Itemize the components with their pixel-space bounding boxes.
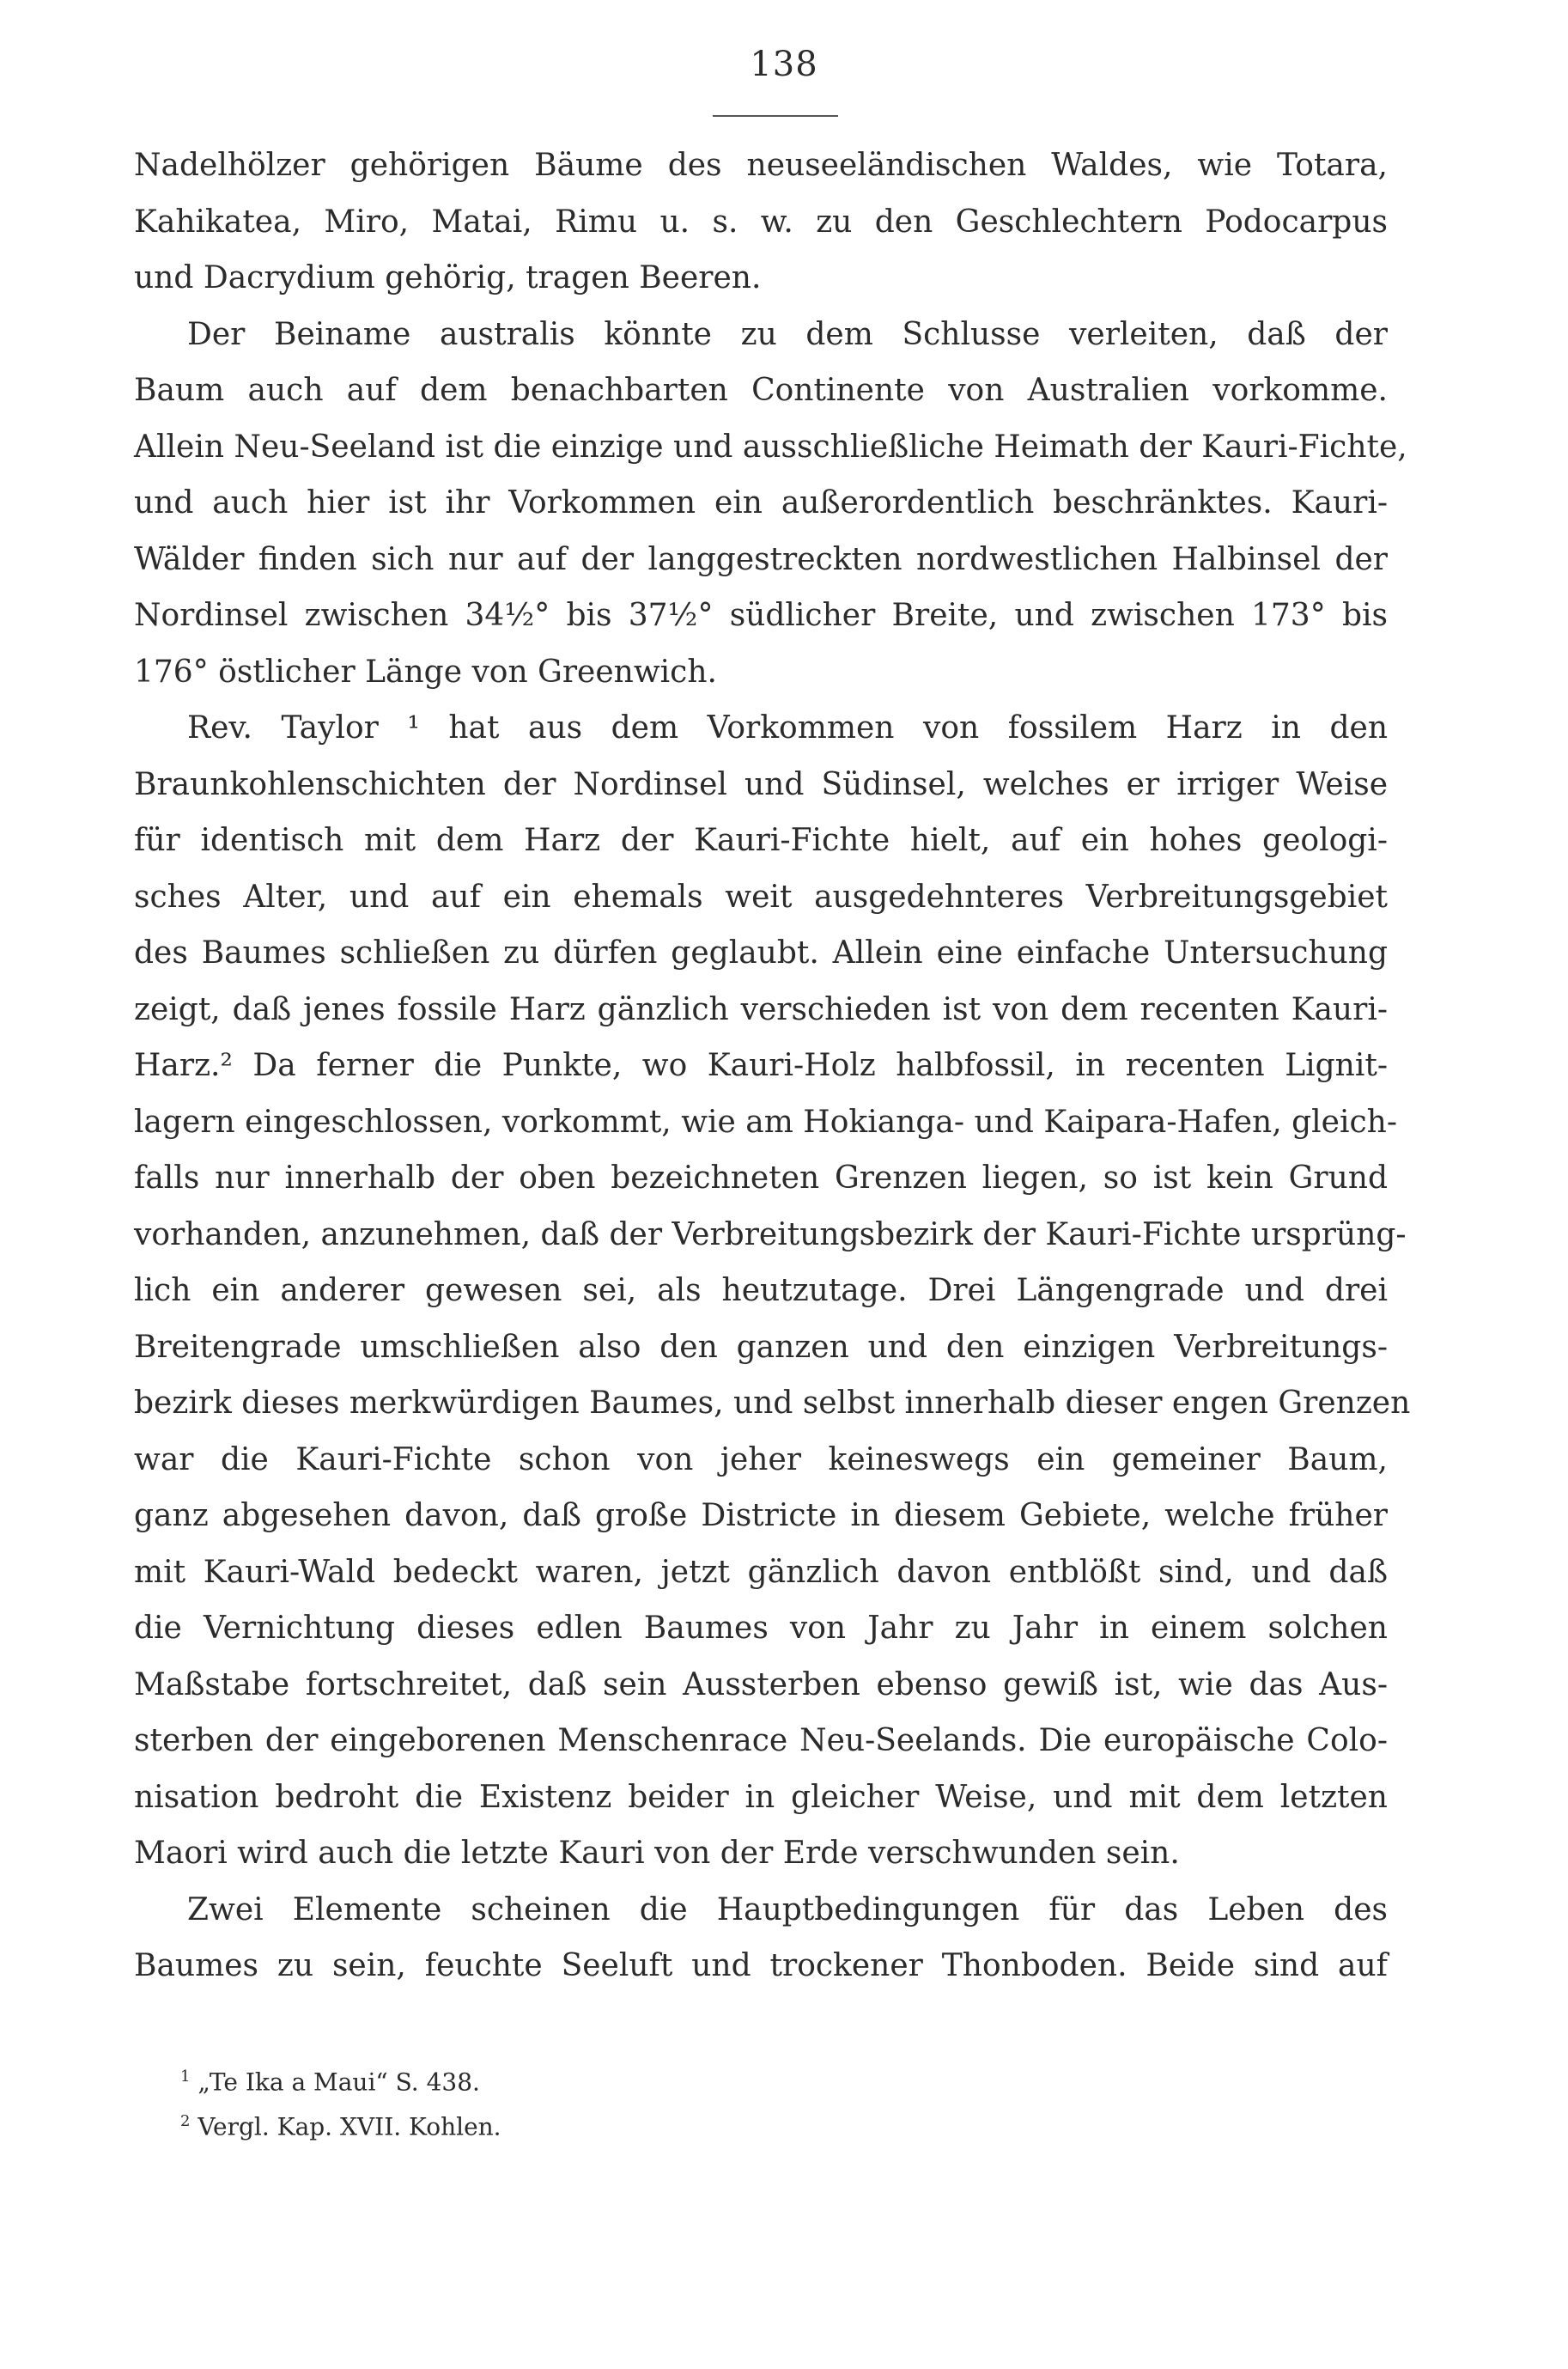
text-line: Der Beiname australis könnte zu dem Schlusse verleiten, daß der [187, 316, 1388, 352]
text-line: 176° östlicher Länge von Greenwich. [134, 654, 717, 690]
footnote-text: „Te Ika a Maui“ S. 438. [198, 2068, 480, 2097]
text-line: nisation bedroht die Existenz beider in gleicher Weise, und mit dem letzten [134, 1779, 1388, 1815]
text-line: ganz abgesehen davon, daß große Districte in diesem Gebiete, welche früher [134, 1498, 1388, 1533]
text-line: des Baumes schließen zu dürfen geglaubt. Allein eine einfache Untersuchung [134, 935, 1388, 971]
footnote-text: Vergl. Kap. XVII. Kohlen. [198, 2112, 501, 2141]
text-line: lich ein anderer gewesen sei, als heutzutage. Drei Längengrade und drei [134, 1273, 1388, 1308]
text-line: bezirk dieses merkwürdigen Baumes, und selbst innerhalb dieser engen Grenzen [134, 1385, 1411, 1421]
text-line: lagern eingeschlossen, vorkommt, wie am Hokianga- und Kaipara-Hafen, gleich- [134, 1104, 1397, 1140]
footnote-mark: 2 [180, 2112, 191, 2130]
text-line: Baum auch auf dem benachbarten Continente von Australien vorkomme. [134, 373, 1388, 408]
text-line: vorhanden, anzunehmen, daß der Verbreitungsbezirk der Kauri-Fichte ursprüng- [134, 1216, 1407, 1252]
footnote [180, 2099, 867, 2144]
text-line: Maßstabe fortschreitet, daß sein Aussterben ebenso gewiß ist, wie das Aus- [134, 1666, 1388, 1702]
text-line: Zwei Elemente scheinen die Hauptbedingungen für das Leben des [187, 1891, 1388, 1927]
text-line: Kahikatea, Miro, Matai, Rimu u. s. w. zu den Geschlechtern Podocarpus [134, 204, 1388, 240]
text-line: falls nur innerhalb der oben bezeichneten Grenzen liegen, so ist kein Grund [134, 1160, 1388, 1196]
footnote [180, 2055, 867, 2099]
text-line: Nordinsel zwischen 34½° bis 37½° südlicher Breite, und zwischen 173° bis [134, 598, 1388, 633]
text-line: Harz.² Da ferner die Punkte, wo Kauri-Holz halbfossil, in recenten Lignit- [134, 1048, 1388, 1083]
text-line: sterben der eingeborenen Menschenrace Neu-Seelands. Die europäische Colo- [134, 1723, 1388, 1758]
footnotes [180, 2055, 867, 2144]
text-line: Breitengrade umschließen also den ganzen und den einzigen Verbreitungs- [134, 1329, 1388, 1365]
text-line: und Dacrydium gehörig, tragen Beeren. [134, 260, 762, 295]
text-line: Nadelhölzer gehörigen Bäume des neuseeländischen Waldes, wie Totara, [134, 148, 1388, 183]
text-line: Baumes zu sein, feuchte Seeluft und trockener Thonboden. Beide sind auf [134, 1948, 1388, 1983]
text-line: zeigt, daß jenes fossile Harz gänzlich verschieden ist von dem recenten Kauri- [134, 991, 1388, 1027]
text-line: Maori wird auch die letzte Kauri von der Erde verschwunden sein. [134, 1836, 1180, 1871]
footnote-mark: 1 [180, 2068, 191, 2086]
header-rule [713, 115, 838, 117]
text-line: sches Alter, und auf ein ehemals weit ausgedehnteres Verbreitungsgebiet [134, 879, 1388, 915]
text-line: Allein Neu-Seeland ist die einzige und ausschließliche Heimath der Kauri-Fichte, [134, 429, 1407, 465]
text-line: war die Kauri-Fichte schon von jeher keineswegs ein gemeiner Baum, [134, 1441, 1388, 1477]
text-line: Wälder finden sich nur auf der langgestreckten nordwestlichen Halbinsel der [134, 541, 1388, 577]
text-line: Braunkohlenschichten der Nordinsel und Südinsel, welches er irriger Weise [134, 766, 1388, 802]
page-number: 138 [750, 45, 818, 84]
text-line: und auch hier ist ihr Vorkommen ein außerordentlich beschränktes. Kauri- [134, 485, 1388, 521]
text-line: die Vernichtung dieses edlen Baumes von Jahr zu Jahr in einem solchen [134, 1611, 1388, 1646]
text-line: für identisch mit dem Harz der Kauri-Fichte hielt, auf ein hohes geologi- [134, 823, 1388, 858]
text-line: mit Kauri-Wald bedeckt waren, jetzt gänzlich davon entblößt sind, und daß [134, 1554, 1388, 1590]
body-text [134, 137, 1411, 1994]
text-line: Rev. Taylor ¹ hat aus dem Vorkommen von fossilem Harz in den [187, 710, 1388, 746]
